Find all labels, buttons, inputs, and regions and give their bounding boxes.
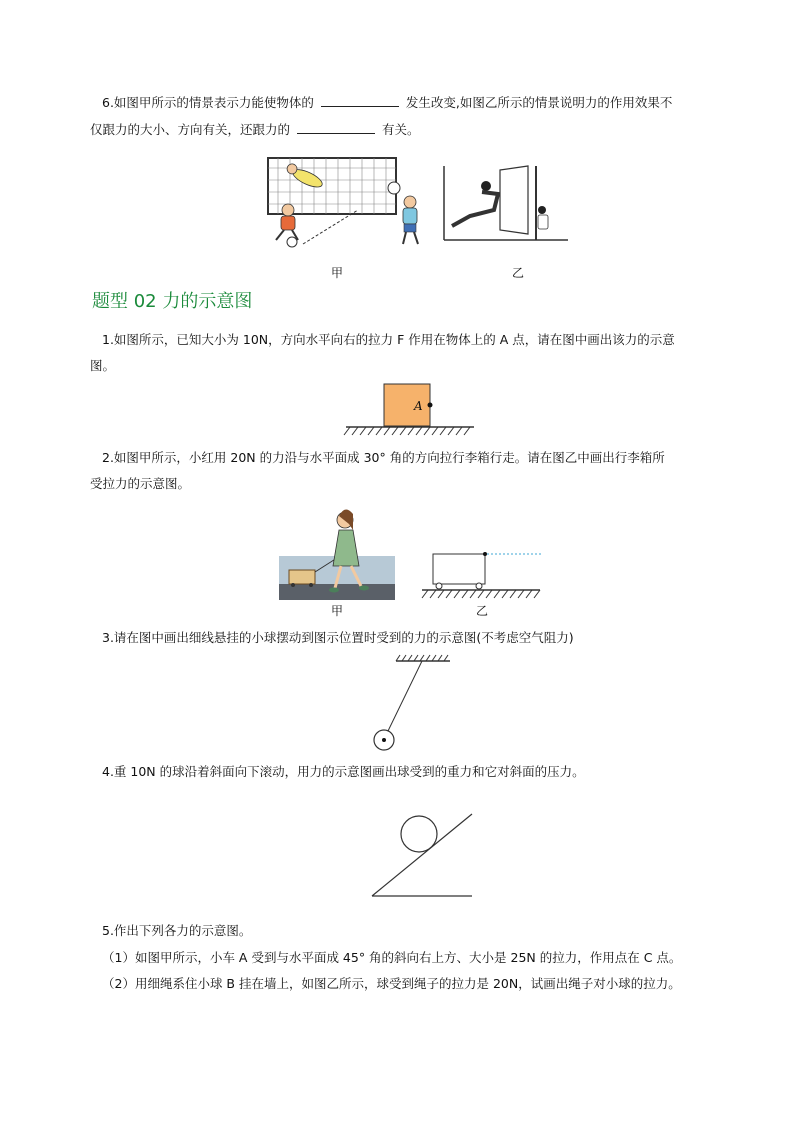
door-push-illustration [440,164,570,244]
p1-line2: 图。 [90,358,116,373]
q6-text-part4: 有关。 [381,122,420,137]
p4-text: 4.重 10N 的球沿着斜面向下滚动，用力的示意图画出球受到的重力和它对斜面的压力。 [102,764,585,779]
pendulum-diagram [370,655,452,753]
q6-caption-left: 甲 [331,266,344,280]
p5-sub2: （2）用细绳系住小球 B 挂在墙上，如图乙所示，球受到绳子的拉力是 20N，试画出绳子对小球的拉力。 [102,976,681,991]
p2-line2: 受拉力的示意图。 [90,476,191,491]
q6-text-part1: 6.如图甲所示的情景表示力能使物体的 [102,95,314,110]
p2-line1: 2.如图甲所示，小红用 20N 的力沿与水平面成 30° 角的方向拉行李箱行走。请在图乙中画出行李箱所 [102,450,665,465]
p5-text: 5.作出下列各力的示意图。 [102,923,252,938]
q6-blank-2[interactable] [297,121,375,134]
p5-sub1: （1）如图甲所示，小车 A 受到与水平面成 45° 角的斜向右上方、大小是 25N 的拉力，作用点在 C 点。 [102,950,682,965]
p1-line1: 1.如图所示，已知大小为 10N，方向水平向右的拉力 F 作用在物体上的 A 点，请在图中画出该力的示意 [102,332,675,347]
girl-with-suitcase-illustration [279,500,395,600]
q6-line2 [90,121,420,139]
q6-blank-1[interactable] [321,94,399,107]
q6-text-part3: 仅跟力的大小、方向有关，还跟力的 [90,122,291,137]
q6-text-part2: 发生改变,如图乙所示的情景说明力的作用效果不 [405,95,673,110]
p2-caption-right: 乙 [476,604,489,618]
p3-text: 3.请在图中画出细线悬挂的小球摆动到图示位置时受到的力的示意图(不考虑空气阻力) [102,630,574,645]
p2-caption-left: 甲 [331,604,344,618]
block-label-a: A [414,399,423,413]
p2-suitcase-diagram [420,552,542,602]
soccer-goal-illustration [248,152,430,250]
q6-line1 [102,94,672,112]
q6-caption-right: 乙 [512,266,525,280]
section-heading: 题型 02 力的示意图 [92,291,253,312]
p1-block-diagram [344,383,476,437]
ball-on-incline-diagram [368,814,476,900]
